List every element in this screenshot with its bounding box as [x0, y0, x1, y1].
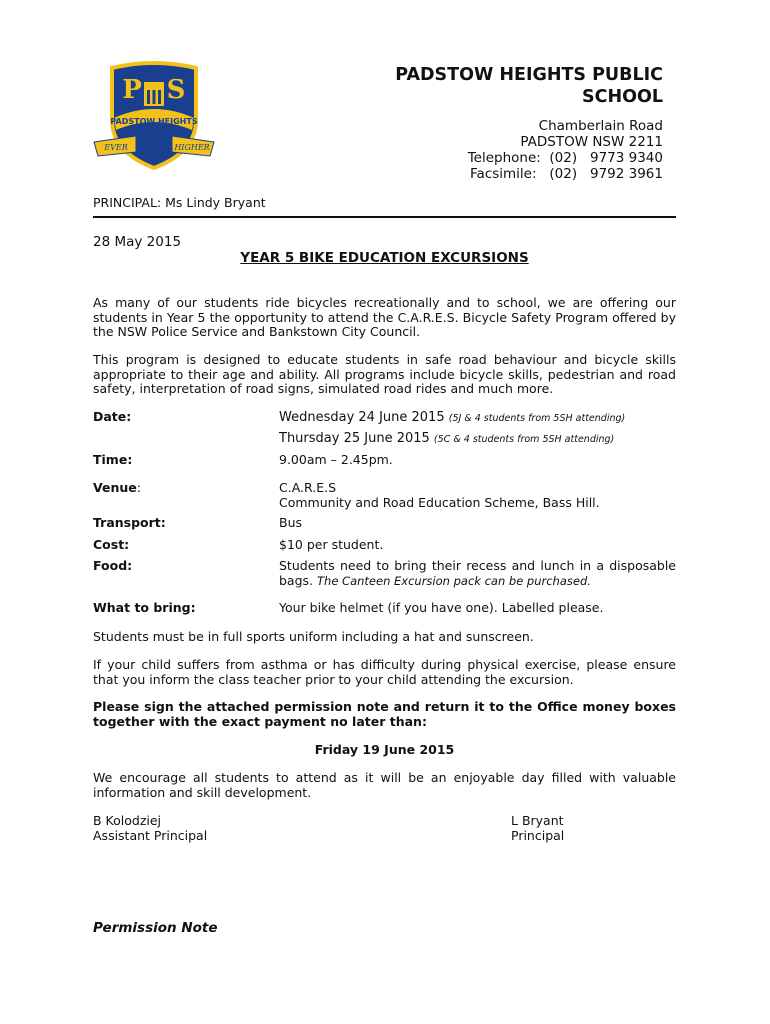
telephone: Telephone: (02) 9773 9340: [467, 150, 663, 166]
svg-text:S: S: [166, 75, 186, 105]
letter-title: YEAR 5 BIKE EDUCATION EXCURSIONS: [240, 250, 529, 266]
venue-line2: Community and Road Education Scheme, Bass Hill.: [279, 494, 600, 510]
cost-label: Cost:: [93, 537, 130, 552]
food-note: The Canteen Excursion pack can be purchased.: [317, 573, 591, 588]
svg-text:P: P: [122, 75, 142, 105]
signer-2-role: Principal: [511, 827, 565, 843]
cost-value: $10 per student.: [279, 537, 384, 552]
transport-value: Bus: [279, 515, 303, 530]
venue-line1: C.A.R.E.S: [279, 480, 337, 495]
principal-line: [93, 195, 266, 210]
venue-label: Venue:: [93, 480, 141, 495]
date-label: Date:: [93, 409, 132, 424]
transport-label: Transport:: [93, 515, 166, 530]
svg-text:EVER: EVER: [104, 143, 128, 152]
address-suburb: PADSTOW NSW 2211: [520, 134, 663, 150]
paragraph-program: This program is designed to educate students in safe road behaviour and bicycle skills appropriate to their age and ability. All programs include bicycle skills, pedestrian and road safety, interpretation of road signs, simulated road rides and much more.: [93, 352, 676, 396]
paragraph-intro: As many of our students ride bicycles recreationally and to school, we are offering our students in Year 5 the opportunity to attend the C.A.R.E.S. Bicycle Safety Program offered by the NSW Police Service and Bankstown City Council.: [93, 295, 676, 339]
signature-assistant-principal: [93, 814, 207, 843]
paragraph-uniform: Students must be in full sports uniform including a hat and sunscreen.: [93, 629, 534, 644]
bring-value: Your bike helmet (if you have one). Labelled please.: [279, 600, 604, 615]
venue-value: [279, 481, 676, 510]
header-divider: [93, 216, 676, 218]
address-street: Chamberlain Road: [538, 118, 663, 134]
date-1: Wednesday 24 June 2015: [279, 410, 449, 425]
school-crest-logo: [92, 60, 216, 172]
date-2: Thursday 25 June 2015: [279, 431, 434, 446]
paragraph-return-instructions: Please sign the attached permission note and return it to the Office money boxes together with the exact payment no later than:: [93, 699, 676, 729]
food-text: Students need to bring their recess and lunch in a disposable bags.: [279, 558, 676, 588]
signature-principal: [511, 814, 564, 843]
time-value: 9.00am – 2.45pm.: [279, 452, 393, 467]
facsimile: Facsimile: (02) 9792 3961: [470, 166, 663, 182]
paragraph-encourage: We encourage all students to attend as it will be an enjoyable day filled with valuable information and skill development.: [93, 770, 676, 800]
date-value-1: [279, 410, 676, 427]
date-2-note: (5C & 4 students from 5SH attending): [433, 434, 615, 445]
school-name-line2: SCHOOL: [582, 87, 663, 107]
school-address: [303, 118, 663, 182]
food-label: Food:: [93, 558, 133, 573]
signer-2-name: L Bryant: [511, 813, 564, 828]
permission-note-heading: Permission Note: [93, 920, 218, 936]
deadline-date: Friday 19 June 2015: [314, 742, 455, 757]
bring-label: What to bring:: [93, 600, 196, 615]
svg-text:HIGHER: HIGHER: [174, 143, 210, 152]
date-value-2: [279, 431, 676, 448]
date-1-note: (5J & 4 students from 5SH attending): [448, 413, 626, 424]
paragraph-asthma: If your child suffers from asthma or has difficulty during physical exercise, please ensure that you inform the class teacher prior to your child attending the excursion.: [93, 657, 676, 687]
school-name: [303, 64, 663, 108]
principal-label: PRINCIPAL:: [93, 195, 162, 210]
signer-1-name: B Kolodziej: [93, 813, 162, 828]
principal-name: Ms Lindy Bryant: [161, 195, 266, 210]
food-value: [279, 559, 676, 588]
letter-date: 28 May 2015: [93, 234, 182, 250]
signer-1-role: Assistant Principal: [93, 827, 208, 843]
time-label: Time:: [93, 452, 133, 467]
school-name-line1: PADSTOW HEIGHTS PUBLIC: [395, 65, 663, 85]
svg-text:PADSTOW HEIGHTS: PADSTOW HEIGHTS: [110, 117, 198, 126]
